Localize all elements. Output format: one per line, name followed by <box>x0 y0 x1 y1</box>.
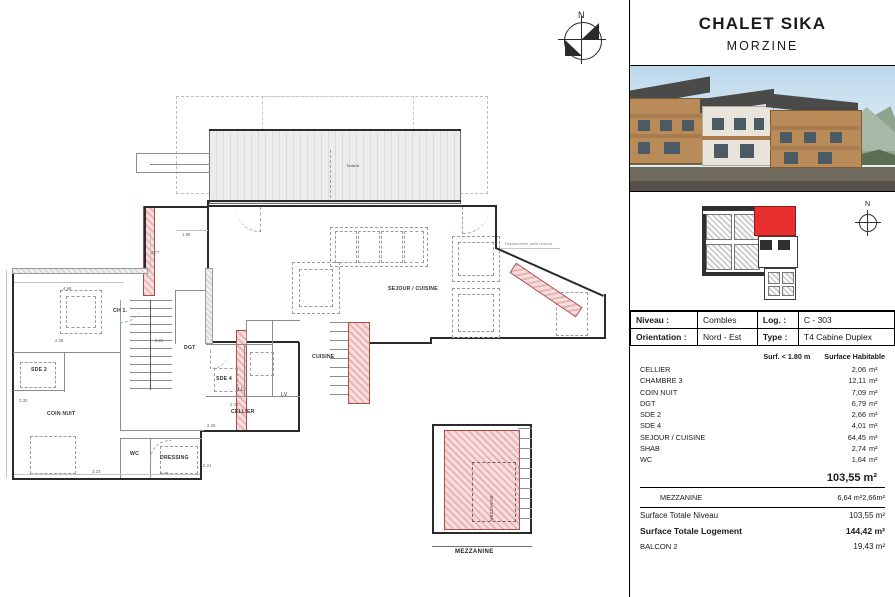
areas-col1-header: Surf. < 1.80 m <box>763 352 811 361</box>
key-plan-compass-north-label: N <box>865 201 871 208</box>
roof-note: Toiture <box>346 163 360 168</box>
roof-left-line <box>150 164 210 165</box>
area-unit: m² <box>869 432 878 442</box>
metadata-table <box>630 311 895 346</box>
area-unit: m² <box>869 455 878 465</box>
area-row <box>640 398 885 409</box>
furniture-table-inner <box>299 269 333 307</box>
area-v2: 1,64 <box>851 455 866 465</box>
area-v2: 7,09 <box>851 387 866 397</box>
compass-icon <box>556 10 608 66</box>
area-v2: 64,45 <box>847 432 866 442</box>
area-v2: 2,66 <box>851 410 866 420</box>
partition-5 <box>120 430 204 431</box>
area-row <box>640 420 885 431</box>
mezzanine-name: MEZZANINE <box>660 492 703 502</box>
key-plan-highlight <box>754 206 796 236</box>
dimension-line-4 <box>150 232 151 270</box>
room-label-wc: WC <box>130 451 140 457</box>
table-row <box>631 329 895 346</box>
compass-north-label: N <box>578 10 585 20</box>
apt-mid-bottom-wall <box>200 430 300 432</box>
area-v2: 6,79 <box>851 398 866 408</box>
area-unit: m² <box>869 387 878 397</box>
appliance-label-ll: LL <box>238 387 245 393</box>
orientation-value: Nord - Est <box>698 329 758 346</box>
mezzanine-unit: m² <box>876 492 885 502</box>
area-v2: 4,01 <box>851 421 866 431</box>
staircase-center <box>330 322 348 402</box>
project-location: MORZINE <box>726 39 799 53</box>
summary-value: 144,42 m² <box>845 525 885 536</box>
summary-label: Surface Totale Logement <box>640 525 743 536</box>
dimension-text: 3.30 <box>19 398 28 403</box>
mezzanine-v1: 6,64 m² <box>837 492 863 502</box>
dimension-text: 4.98 <box>63 286 72 291</box>
area-name: SDE 4 <box>640 421 662 431</box>
apt-upper-top-wall <box>144 206 208 208</box>
area-row <box>640 454 885 465</box>
key-plan <box>630 192 895 310</box>
partition-8 <box>120 438 202 439</box>
roof-center-dash <box>330 150 332 198</box>
area-unit: m² <box>869 410 878 420</box>
apt-upper-left-wall <box>144 206 146 270</box>
room-label-sejour-cuisine: SEJOUR / CUISINE <box>388 286 438 292</box>
dimension-text: 3.23 <box>92 469 101 474</box>
door-swing-5 <box>210 350 229 369</box>
furniture-bed-left-inner <box>66 296 96 328</box>
area-v2: 2,06 <box>851 365 866 374</box>
roof-hatched-area <box>209 130 461 204</box>
niveau-label: Niveau : <box>631 312 698 329</box>
apt-right-wall <box>298 342 300 432</box>
type-value: T4 Cabine Duplex <box>798 329 894 346</box>
dimension-text: 1.89 <box>182 232 191 237</box>
partition-2 <box>13 390 65 391</box>
partition-14 <box>246 320 247 344</box>
orientation-label: Orientation : <box>631 329 698 346</box>
info-panel <box>629 0 895 597</box>
roof-bottom-wall <box>209 200 461 202</box>
mezzanine-v2: 2,66 <box>862 492 877 502</box>
room-label-ch1: CH 1. <box>113 308 128 314</box>
summary-row <box>630 508 895 523</box>
photo-chalet-left <box>630 98 708 164</box>
summary-value: 19,43 m² <box>853 541 885 551</box>
partition-15 <box>175 290 176 344</box>
mezzanine-inner-label: MEZZANINE <box>489 495 494 521</box>
room-label-cuisine: CUISINE <box>312 354 335 360</box>
type-label: Type : <box>757 329 798 346</box>
area-row <box>640 409 885 420</box>
furniture-bed-right-2-inner <box>458 294 494 332</box>
partition-6 <box>120 438 121 478</box>
mezzanine-inner-dashed <box>472 462 516 522</box>
log-value: C - 303 <box>798 312 894 329</box>
area-name: CHAMBRE 3 <box>640 376 683 386</box>
building-photo <box>630 66 895 191</box>
mezzanine-caption: MEZZANINE <box>455 549 494 555</box>
area-row <box>640 443 885 454</box>
area-row <box>640 364 885 375</box>
room-label-sde4: SDE 4 <box>216 376 232 382</box>
key-plan-compass-icon <box>855 201 881 236</box>
mezzanine-top-wall <box>432 424 532 426</box>
summary-label: Surface Totale Niveau <box>640 510 719 520</box>
mezzanine-stairs <box>518 428 532 528</box>
apt-bottom-wall <box>12 478 202 480</box>
area-name: SEJOUR / CUISINE <box>640 432 706 442</box>
roof-left-edge <box>136 153 137 173</box>
mezzanine-row <box>640 490 885 505</box>
furniture-coin-nuit <box>30 436 76 474</box>
project-title-block <box>630 0 895 53</box>
door-swing-2 <box>236 207 261 232</box>
area-v2: 2,74 <box>851 444 866 454</box>
area-name: CELLIER <box>640 365 671 374</box>
partition-1 <box>13 352 121 353</box>
furniture-seat-1 <box>335 231 357 263</box>
apt-left-wall <box>12 268 14 480</box>
living-bottom-wall-2 <box>370 342 432 344</box>
area-name: COIN NUIT <box>640 387 678 397</box>
note-deplacement: Déplacement palle relevés <box>505 242 553 246</box>
areas-header-row <box>640 352 885 361</box>
partition-3 <box>64 352 65 392</box>
dimension-text: 2.25 <box>207 423 216 428</box>
note-leader-line <box>500 248 560 249</box>
furniture-cellier <box>250 352 274 376</box>
area-name: SDE 2 <box>640 410 662 420</box>
dimension-line-1 <box>14 282 124 283</box>
dimension-text: 2.21 <box>155 338 164 343</box>
partition-9 <box>206 344 272 345</box>
summary-row <box>630 523 895 539</box>
room-label-dgt: DGT <box>184 345 196 351</box>
area-unit: m² <box>869 365 878 374</box>
appliance-label-lv: LV <box>281 392 288 398</box>
summary-row <box>630 539 895 554</box>
dimension-line-2 <box>6 270 7 478</box>
room-label-sde2: SDE 2 <box>31 367 47 373</box>
area-name: DGT <box>640 398 656 408</box>
door-swing-1 <box>462 207 489 234</box>
summary-label: BALCON 2 <box>640 541 678 551</box>
room-label-dressing: DRESSING <box>160 455 189 461</box>
roof-left-extension-lower <box>136 172 210 173</box>
gray-hatch-wall-2 <box>12 268 148 274</box>
area-unit: m² <box>869 421 878 431</box>
living-right-wall <box>604 294 606 338</box>
area-row <box>640 432 885 443</box>
area-row <box>640 375 885 386</box>
areas-col2-header: Surface Habitable <box>824 352 885 361</box>
area-unit: m² <box>869 376 878 386</box>
dimension-line-3 <box>14 474 200 475</box>
dimension-text: 2.35 <box>55 338 64 343</box>
dimension-line-5 <box>176 230 208 231</box>
area-v2: 12,11 <box>848 376 866 386</box>
summary-value: 103,55 m² <box>848 510 885 520</box>
area-unit: m² <box>869 398 878 408</box>
furniture-sde2 <box>20 362 56 388</box>
gray-hatch-wall-1 <box>205 268 213 344</box>
furniture-bed-right-inner <box>458 242 494 276</box>
project-title: CHALET SIKA <box>698 14 827 33</box>
areas-table <box>630 346 895 470</box>
red-hatch-stair-block <box>348 322 370 404</box>
dimension-text: 2.77 <box>151 250 160 255</box>
dimension-text: 2.21 <box>203 463 212 468</box>
dimension-text: 2.34 <box>230 402 239 407</box>
area-name: SHAB <box>640 444 660 454</box>
roof-top-wall <box>209 129 461 131</box>
roof-left-extension <box>136 153 210 154</box>
log-label: Log. : <box>757 312 798 329</box>
mezzanine-left-wall <box>432 424 434 534</box>
living-bottom-wall-3 <box>207 341 299 343</box>
furniture-seat-4 <box>404 231 424 263</box>
area-name: WC <box>640 455 653 465</box>
partition-16 <box>175 290 207 291</box>
area-unit: m² <box>869 444 878 454</box>
table-row <box>631 312 895 329</box>
areas-subtotal: 103,55 m² <box>826 471 877 484</box>
mezzanine-caption-rule <box>432 546 532 547</box>
room-label-coin-nuit: COIN NUIT <box>47 411 76 417</box>
niveau-value: Combles <box>698 312 758 329</box>
mezzanine-bottom-wall <box>432 532 532 534</box>
room-label-cellier: CELLIER <box>231 409 255 415</box>
partition-13 <box>246 320 300 321</box>
furniture-seat-3 <box>381 231 403 263</box>
furniture-seat-2 <box>358 231 380 263</box>
area-row <box>640 387 885 398</box>
